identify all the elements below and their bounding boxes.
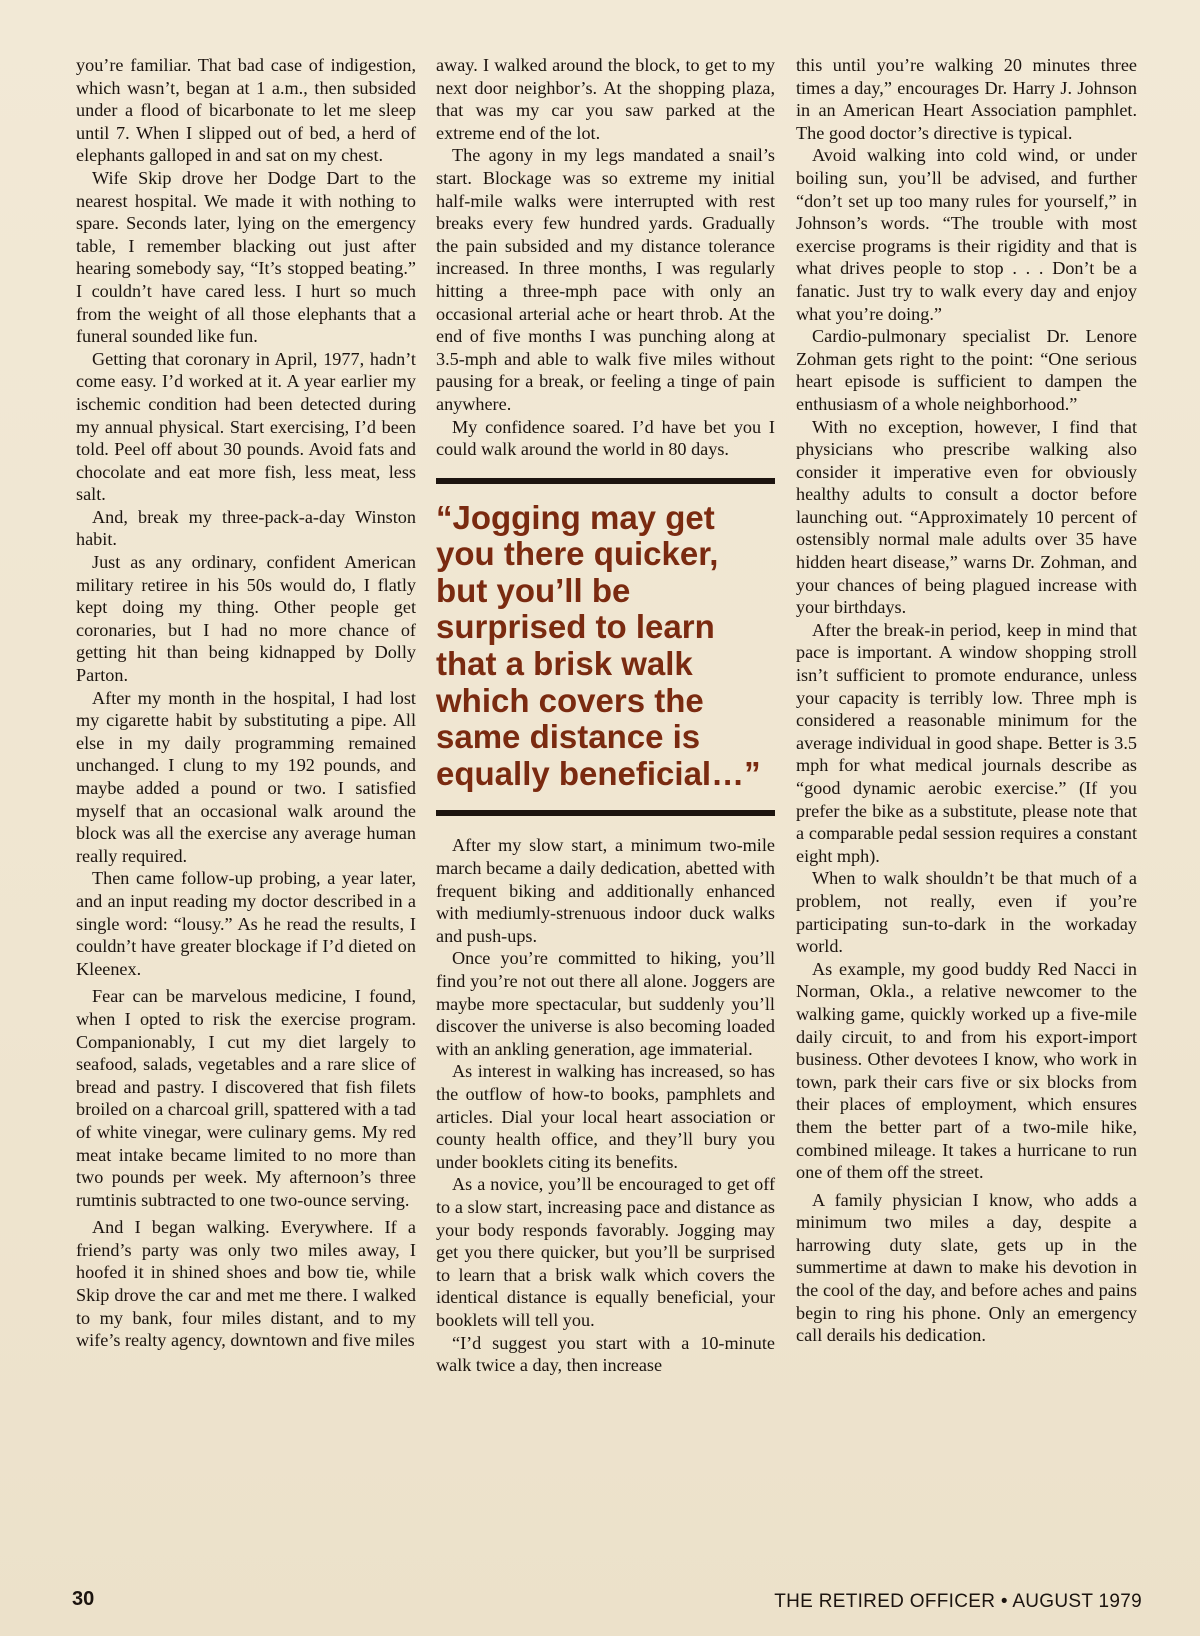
pull-quote	[436, 478, 775, 817]
magazine-footer: THE RETIRED OFFICER • AUGUST 1979	[774, 1591, 1142, 1612]
page-number: 30	[72, 1588, 95, 1610]
paragraph: As a novice, you’ll be encouraged to get off to a slow start, increasing pace and distance as your body responds favorably. Jogging may get you there quicker, but you’ll be surprised to learn that a brisk walk which covers the identical distance is equally beneficial, your booklets will tell you.	[436, 1174, 775, 1330]
article-column-3	[796, 54, 1137, 1347]
paragraph: Then came follow-up probing, a year later, and an input reading my doctor described in a single word: “lousy.” As he read the results, I couldn’t have greater blockage if I’d dieted on Kleenex.	[76, 868, 416, 979]
paragraph: With no exception, however, I find that physicians who prescribe walking also consider it imperative even for obviously healthy adults to consult a doctor before launching out. “Approximately 10 percent of ostensibly normal male adults over 35 have hidden heart disease,” warns Dr. Zohman, and your chances of being plagued increase with your birthdays.	[796, 416, 1137, 618]
paragraph: you’re familiar. That bad case of indigestion, which wasn’t, began at 1 a.m., then subsided under a flood of bicarbonate to let me sleep until 7. When I slipped out of bed, a herd of elephants galloped in and sat on my chest.	[76, 55, 416, 166]
paragraph: A family physician I know, who adds a minimum two miles a day, despite a harrowing duty slate, gets up in the summertime at dawn to make his devotion in the cool of the day, and before aches and pains begin to ring his phone. Only an emergency call derails his dedication.	[796, 1189, 1137, 1346]
paragraph: And I began walking. Everywhere. If a friend’s party was only two miles away, I hoofed it in shined shoes and bow tie, while Skip drove the car and met me there. I walked to my bank, four miles distant, and to my wife’s realty agency, downtown and five miles	[76, 1217, 416, 1351]
paragraph: Wife Skip drove her Dodge Dart to the nearest hospital. We made it with nothing to spare. Seconds later, lying on the emergency table, I remember blacking out just after hearing somebody say, “It’s stopped beating.” I couldn’t have cared less. I hurt so much from the weight of all those elephants that a funeral sounded like fun.	[76, 167, 416, 347]
article-column-1	[76, 54, 416, 1352]
paragraph: When to walk shouldn’t be that much of a problem, not really, even if you’re participating sun-to-dark in the workaday world.	[796, 868, 1137, 957]
paragraph: After my slow start, a minimum two-mile march became a daily dedication, abetted with frequent biking and additionally enhanced with mediumly-strenuous indoor duck walks and push-ups.	[436, 835, 775, 946]
paragraph: As interest in walking has increased, so has the outflow of how-to books, pamphlets and articles. Dial your local heart association or county health office, and they’ll bury you under booklets citing its benefits.	[436, 1061, 775, 1172]
article-column-2	[436, 54, 775, 1377]
pull-quote-text: “Jogging may get you there quicker, but you’ll be surprised to learn that a brisk walk which covers the same distance is equally beneficial…”	[436, 498, 761, 792]
paragraph: My confidence soared. I’d have bet you I could walk around the world in 80 days.	[436, 416, 775, 460]
paragraph: Just as any ordinary, confident American military retiree in his 50s would do, I flatly kept doing my thing. Other people get coronaries, but I had no more chance of getting hit than being kidnapped by Dolly Parton.	[76, 552, 416, 686]
paragraph: Avoid walking into cold wind, or under boiling sun, you’ll be advised, and further “don’t set up too many rules for yourself,” in Johnson’s words. “The trouble with most exercise programs is their rigidity and that is what drives people to stop . . . Don’t be a fanatic. Just try to walk every day and enjoy what you’re doing.”	[796, 145, 1137, 324]
paragraph: away. I walked around the block, to get to my next door neighbor’s. At the shopping plaza, that was my car you saw parked at the extreme end of the lot.	[436, 55, 775, 143]
paragraph: As example, my good buddy Red Nacci in Norman, Okla., a relative newcomer to the walking game, quickly worked up a five-mile daily circuit, to and from his export-import business. Other devotees I know, who work in town, park their cars five or six blocks from their places of employment, which ensures them the better part of a two-mile hike, combined mileage. It takes a hurricane to run one of them off the street.	[796, 958, 1137, 1183]
paragraph: Cardio-pulmonary specialist Dr. Lenore Zohman gets right to the point: “One serious heart episode is sufficient to dampen the enthusiasm of a whole neighborhood.”	[796, 326, 1137, 414]
paragraph: Getting that coronary in April, 1977, hadn’t come easy. I’d worked at it. A year earlier my ischemic condition had been detected during my annual physical. Start exercising, I’d been told. Peel off about 30 pounds. Avoid fats and chocolate and eat more fish, less meat, less salt.	[76, 348, 416, 505]
paragraph: Fear can be marvelous medicine, I found, when I opted to risk the exercise program. Companionably, I cut my diet largely to seafood, salads, vegetables and a rare slice of bread and pastry. I discovered that fish filets broiled on a charcoal grill, spattered with a tad of white vinegar, were culinary gems. My red meat intake became limited to no more than two pounds per week. My afternoon’s three rumtinis subtracted to one two-ounce serving.	[76, 986, 416, 1210]
paragraph: And, break my three-pack-a-day Winston habit.	[76, 506, 416, 550]
paragraph: After the break-in period, keep in mind that pace is important. A window shopping stroll isn’t sufficient to promote endurance, unless your capacity is terribly low. Three mph is considered a reasonable minimum for the average individual in good shape. Better is 3.5 mph for what medical journals describe as “good dynamic aerobic exercise.” (If you prefer the bike as a substitute, please note that a comparable pedal session requires a constant eight mph).	[796, 619, 1137, 866]
paragraph: Once you’re committed to hiking, you’ll find you’re not out there all alone. Joggers are maybe more spectacular, but suddenly you’ll discover the universe is also becoming loaded with an ankling generation, age immaterial.	[436, 948, 775, 1059]
paragraph: this until you’re walking 20 minutes three times a day,” encourages Dr. Harry J. Johnson in an American Heart Association pamphlet. The good doctor’s directive is typical.	[796, 55, 1137, 143]
paragraph: The agony in my legs mandated a snail’s start. Blockage was so extreme my initial half-mile walks were interrupted with rest breaks every few hundred yards. Gradually the pain subsided and my distance tolerance increased. In three months, I was regularly hitting a three-mph pace with only an occasional arterial ache or heart throb. At the end of five months I was punching along at 3.5-mph and able to walk five miles without pausing for a break, or feeling a tinge of pain anywhere.	[436, 145, 775, 414]
paragraph: “I’d suggest you start with a 10-minute walk twice a day, then increase	[436, 1332, 775, 1376]
paragraph: After my month in the hospital, I had lost my cigarette habit by substituting a pipe. All else in my daily programming remained unchanged. I clung to my 192 pounds, and maybe added a pound or two. I satisfied myself that an occasional walk around the block was all the exercise any average human really required.	[76, 687, 416, 866]
